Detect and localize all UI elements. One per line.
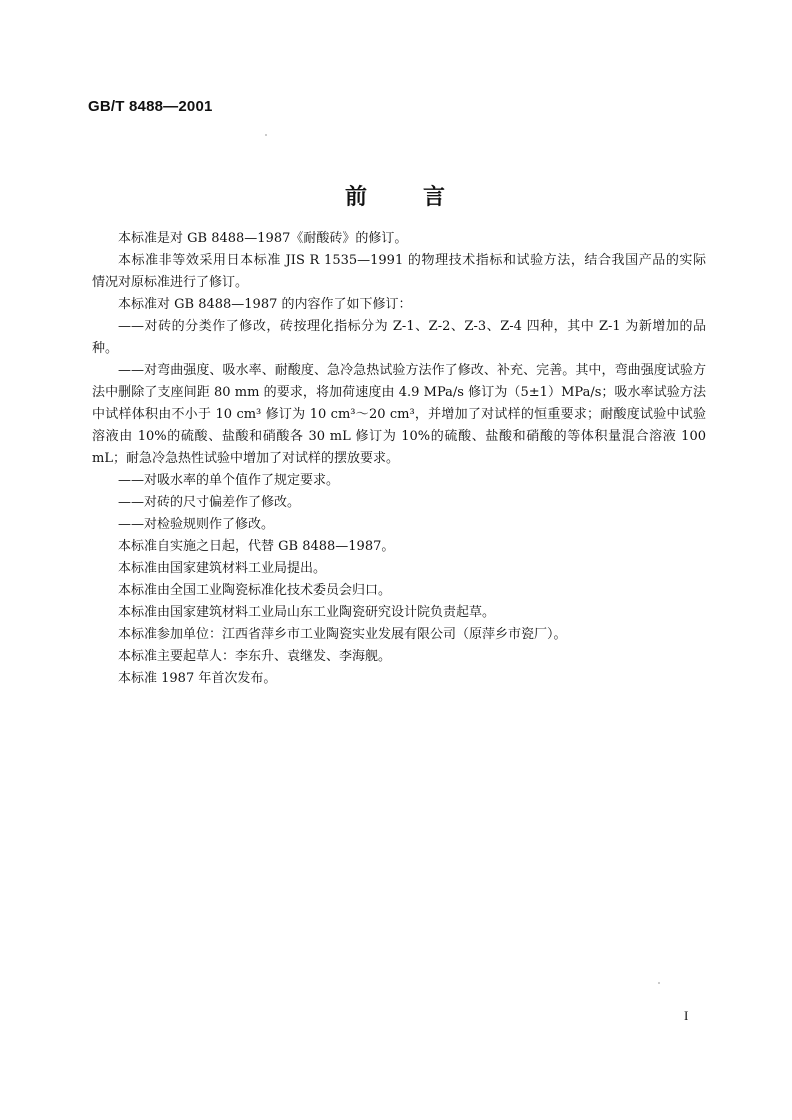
- paragraph-line: 本标准非等效采用日本标准 JIS R 1535—1991 的物理技术指标和试验方法，结合我国产品的实际: [118, 253, 706, 268]
- title-char-2: 言: [423, 184, 448, 210]
- list-item: ——对砖的分类作了修改，砖按理化指标分为 Z-1、Z-2、Z-3、Z-4 四种，其中 Z-1 为新增加的品种。: [92, 319, 706, 356]
- scan-speck: [265, 134, 267, 136]
- list-item: ——对检验规则作了修改。: [118, 517, 275, 532]
- list-item-line: mL；耐急冷急热性试验中增加了对试样的摆放要求。: [92, 451, 399, 466]
- list-item: ——对砖的尺寸偏差作了修改。: [118, 495, 301, 510]
- list-item-line: 中试样体积由不小于 10 cm³ 修订为 10 cm³～20 cm³，并增加了对试样的恒重要求；耐酸度试验中试验: [92, 407, 706, 422]
- paragraph: 本标准自实施之日起，代替 GB 8488—1987。: [118, 539, 395, 554]
- paragraph: 本标准 1987 年首次发布。: [118, 671, 277, 686]
- foreword-body: [92, 228, 706, 690]
- list-item-line: 溶液由 10%的硫酸、盐酸和硝酸各 30 mL 修订为 10%的硫酸、盐酸和硝酸的等体积量混合溶液 100: [92, 429, 706, 444]
- paragraph: 本标准由国家建筑材料工业局提出。: [118, 561, 327, 576]
- paragraph: 本标准参加单位：江西省萍乡市工业陶瓷实业发展有限公司（原萍乡市瓷厂）。: [118, 627, 567, 642]
- page-title: [0, 180, 792, 211]
- paragraph: 本标准主要起草人：李东升、袁继发、李海舰。: [118, 649, 392, 664]
- paragraph: 本标准由国家建筑材料工业局山东工业陶瓷研究设计院负责起草。: [118, 605, 496, 620]
- paragraph: 本标准是对 GB 8488—1987《耐酸砖》的修订。: [118, 231, 408, 246]
- list-item: ——对吸水率的单个值作了规定要求。: [118, 473, 340, 488]
- paragraph: 本标准由全国工业陶瓷标准化技术委员会归口。: [118, 583, 392, 598]
- paragraph-line: 情况对原标准进行了修订。: [92, 275, 249, 290]
- scan-speck: [658, 982, 660, 984]
- paragraph: 本标准对 GB 8488—1987 的内容作了如下修订：: [118, 297, 412, 312]
- list-item-line: 法中删除了支座间距 80 mm 的要求，将加荷速度由 4.9 MPa/s 修订为（5±1）MPa/s；吸水率试验方法: [92, 385, 706, 400]
- title-char-1: 前: [344, 184, 369, 210]
- page-number: I: [684, 1008, 689, 1023]
- list-item-line: ——对弯曲强度、吸水率、耐酸度、急冷急热试验方法作了修改、补充、完善。其中，弯曲强度试验方: [118, 363, 706, 378]
- standard-code: GB/T 8488—2001: [88, 98, 213, 115]
